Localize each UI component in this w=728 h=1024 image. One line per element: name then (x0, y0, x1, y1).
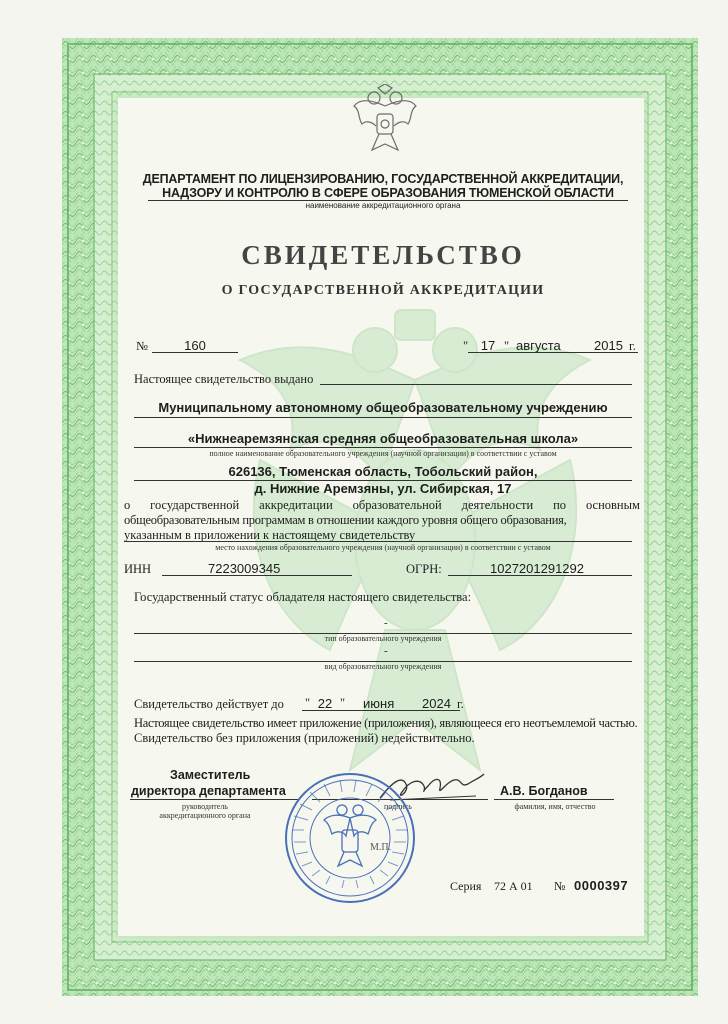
certificate-subtitle: О ГОСУДАРСТВЕННОЙ АККРЕДИТАЦИИ (221, 283, 545, 298)
validity-day: 22 (317, 696, 333, 711)
accreditation-word: о (124, 498, 131, 512)
authority-caption: наименование аккредитационного органа (305, 201, 461, 210)
org-name-line-1: Муниципальному автономному общеобразовательному учреждению (158, 400, 608, 415)
authority-line-1: ДЕПАРТАМЕНТ ПО ЛИЦЕНЗИРОВАНИЮ, ГОСУДАРСТВЕННОЙ АККРЕДИТАЦИИ, (142, 172, 624, 186)
signature-caption: подпись (384, 802, 412, 811)
kind-dash: - (384, 645, 388, 657)
authority-line-2: НАДЗОРУ И КОНТРОЛЮ В СФЕРЕ ОБРАЗОВАНИЯ ТЮМЕНСКОЙ ОБЛАСТИ (148, 186, 628, 201)
status-label: Государственный статус обладателя настоящего свидетельства: (134, 590, 472, 604)
accreditation-line-2: общеобразовательным программам в отношении каждого уровня общего образования, (124, 513, 567, 527)
issue-date-close-quote: " (504, 339, 510, 353)
accreditation-word: деятельности (461, 498, 534, 512)
appendix-note-2: Свидетельство без приложения (приложений) недействительно. (134, 731, 475, 745)
type-caption: тип образовательного учреждения (324, 634, 442, 643)
issued-to-underline (320, 384, 632, 385)
issue-date-month: августа (516, 338, 561, 353)
issue-date-year: 2015 (594, 338, 623, 353)
accreditation-line-1 (124, 498, 640, 513)
org-name-caption: полное наименование образовательного учреждения (научной организации) в соответствии с уставом (209, 449, 557, 458)
address-caption: место нахождения образовательного учреждения (научной организации) в соответствии с уставом (215, 543, 551, 552)
validity-month: июня (363, 696, 395, 711)
accreditation-underline (124, 541, 632, 542)
org-name-line-2: «Нижнеаремзянская средняя общеобразовательная школа» (187, 431, 579, 446)
serial-number: 0000397 (574, 878, 629, 893)
inn-value: 7223009345 (208, 561, 281, 576)
number-label: № (136, 339, 148, 353)
org-name-underline-2 (134, 447, 632, 448)
certificate-title: СВИДЕТЕЛЬСТВО (241, 240, 525, 270)
number-value: 160 (184, 338, 206, 353)
issue-date-suffix: г. (629, 339, 636, 353)
validity-close-quote: " (340, 696, 346, 710)
accreditation-word: аккредитации (259, 498, 333, 512)
inn-label: ИНН (124, 562, 152, 576)
address-line-1: 626136, Тюменская область, Тобольский район, (228, 464, 538, 479)
official-seal-icon (282, 770, 418, 906)
position-caption-2: аккредитационного органа (159, 811, 251, 820)
kind-caption: вид образовательного учреждения (324, 662, 442, 671)
address-line-2: д. Нижние Аремзяны, ул. Сибирская, 17 (254, 481, 512, 496)
issue-date-open-quote: " (463, 339, 469, 353)
issue-date-day: 17 (480, 338, 496, 353)
seal-mark: М.П. (370, 842, 392, 853)
accreditation-line-3: указанным в приложении к настоящему свидетельству (124, 528, 416, 542)
appendix-note-1: Настоящее свидетельство имеет приложение (приложения), являющееся его неотъемлемой частью. (134, 716, 638, 730)
accreditation-word: по (553, 498, 567, 512)
ogrn-label: ОГРН: (406, 562, 442, 576)
issued-to-label: Настоящее свидетельство выдано (134, 372, 314, 386)
accreditation-word: государственной (150, 498, 240, 512)
ogrn-value: 1027201291292 (490, 561, 584, 576)
type-dash: - (384, 617, 388, 629)
position-caption-1: руководитель (182, 802, 228, 811)
signatory-position-2: директора департамента (131, 784, 286, 798)
validity-suffix: г. (457, 697, 464, 711)
series-value: 72 А 01 (494, 879, 533, 893)
serial-number-label: № (554, 879, 566, 893)
validity-year: 2024 (422, 696, 451, 711)
validity-label: Свидетельство действует до (134, 697, 284, 711)
series-label: Серия (450, 879, 482, 893)
position-underline (130, 799, 300, 800)
name-caption: фамилия, имя, отчество (514, 802, 596, 811)
signatory-name: А.В. Богданов (500, 784, 588, 798)
accreditation-word: основным (585, 498, 640, 512)
name-underline (494, 799, 614, 800)
org-name-underline-1 (134, 417, 632, 418)
state-emblem-icon (352, 84, 418, 158)
validity-open-quote: " (305, 696, 311, 710)
signatory-position-1: Заместитель (170, 768, 251, 782)
accreditation-word: образовательной (352, 498, 442, 512)
